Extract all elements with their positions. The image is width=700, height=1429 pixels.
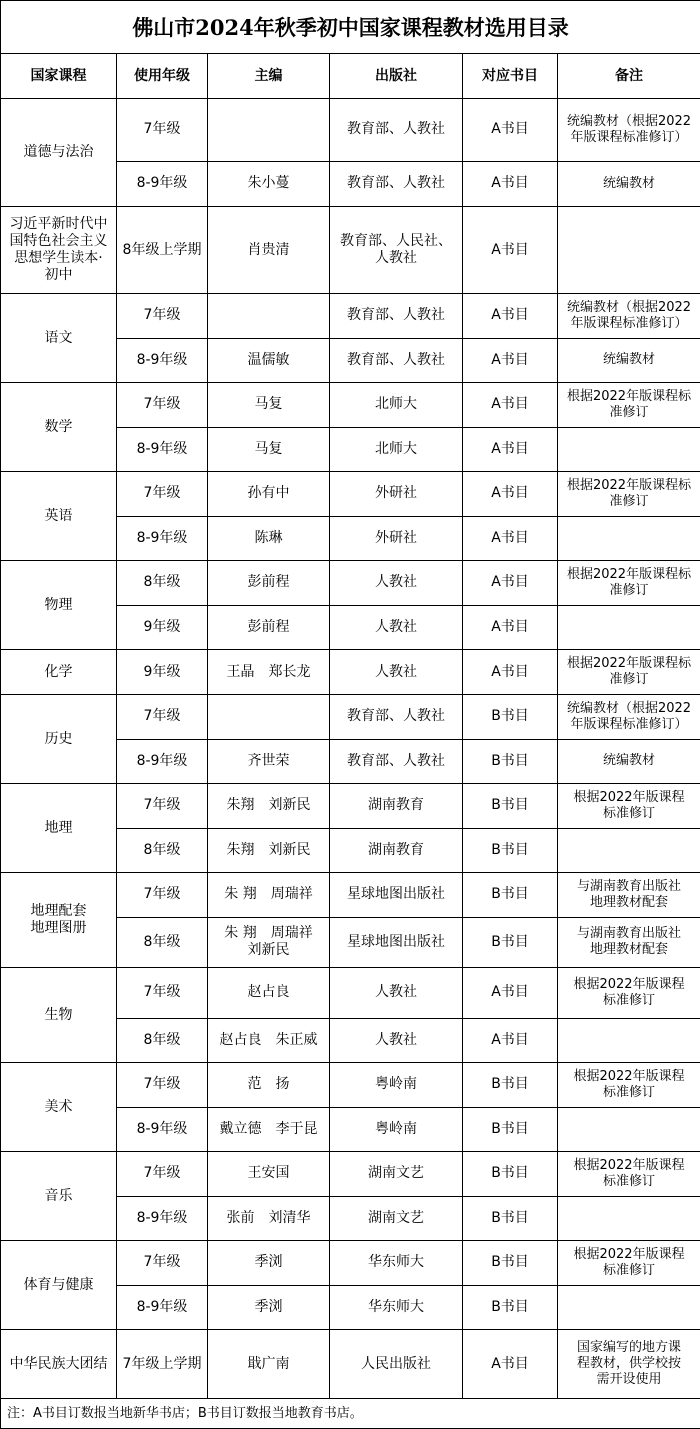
grade-cell: 8年级上学期 — [117, 207, 208, 294]
editor-cell: 赵占良 — [208, 968, 330, 1019]
editor-cell: 范 扬 — [208, 1063, 330, 1108]
catalog-cell: A书目 — [463, 1330, 558, 1399]
grade-cell: 8-9年级 — [117, 1107, 208, 1152]
course-cell: 数学 — [1, 383, 117, 472]
editor-cell: 陈琳 — [208, 516, 330, 561]
grade-cell: 8-9年级 — [117, 338, 208, 383]
publisher-cell: 粤岭南 — [330, 1107, 463, 1152]
course-cell: 美术 — [1, 1063, 117, 1152]
grade-cell: 7年级上学期 — [117, 1330, 208, 1399]
publisher-cell: 人教社 — [330, 561, 463, 606]
catalog-cell: A书目 — [463, 1018, 558, 1062]
editor-cell: 朱翔 刘新民 — [208, 828, 330, 873]
catalog-cell: A书目 — [463, 338, 558, 383]
course-cell: 地理配套 地理图册 — [1, 873, 117, 968]
table-row — [1, 472, 700, 517]
publisher-cell: 人教社 — [330, 968, 463, 1019]
grade-cell: 7年级 — [117, 383, 208, 428]
catalog-cell: A书目 — [463, 99, 558, 162]
catalog-cell: B书目 — [463, 784, 558, 829]
remark-cell: 根据2022年版课程 标准修订 — [558, 1241, 700, 1286]
grade-cell: 7年级 — [117, 1152, 208, 1197]
publisher-cell: 外研社 — [330, 516, 463, 561]
catalog-cell: A书目 — [463, 207, 558, 294]
remark-cell: 根据2022年版课程标 准修订 — [558, 383, 700, 428]
editor-cell: 戢广南 — [208, 1330, 330, 1399]
page-title: 佛山市2024年秋季初中国家课程教材选用目录 — [1, 1, 700, 54]
remark-cell — [558, 1107, 700, 1152]
table-row — [1, 784, 700, 829]
catalog-cell: A书目 — [463, 561, 558, 606]
publisher-cell: 人教社 — [330, 605, 463, 650]
catalog-cell: B书目 — [463, 873, 558, 917]
grade-cell: 7年级 — [117, 784, 208, 829]
catalog-cell: B书目 — [463, 739, 558, 784]
table-row — [1, 968, 700, 1019]
publisher-cell: 湖南教育 — [330, 828, 463, 873]
grade-cell: 8-9年级 — [117, 427, 208, 472]
catalog-cell: B书目 — [463, 1241, 558, 1286]
catalog-cell: B书目 — [463, 1285, 558, 1330]
grade-cell: 8年级 — [117, 828, 208, 873]
catalog-cell: B书目 — [463, 1063, 558, 1108]
grade-cell: 8-9年级 — [117, 739, 208, 784]
catalog-cell: A书目 — [463, 472, 558, 517]
remark-cell — [558, 1285, 700, 1330]
editor-cell: 季浏 — [208, 1285, 330, 1330]
grade-cell: 8-9年级 — [117, 1285, 208, 1330]
catalog-cell: A书目 — [463, 161, 558, 206]
catalog-cell: B书目 — [463, 695, 558, 740]
course-cell: 英语 — [1, 472, 117, 561]
footnote: 注：A书目订数报当地新华书店；B书目订数报当地教育书店。 — [1, 1399, 700, 1429]
header-catalog: 对应书目 — [463, 54, 558, 99]
table-row — [1, 1241, 700, 1286]
editor-cell — [208, 99, 330, 162]
grade-cell: 8-9年级 — [117, 161, 208, 206]
grade-cell: 8-9年级 — [117, 516, 208, 561]
editor-cell: 赵占良 朱正威 — [208, 1018, 330, 1062]
publisher-cell: 粤岭南 — [330, 1063, 463, 1108]
publisher-cell: 人教社 — [330, 1018, 463, 1062]
remark-cell: 根据2022年版课程标 准修订 — [558, 561, 700, 606]
remark-cell: 统编教材 — [558, 338, 700, 383]
editor-cell: 齐世荣 — [208, 739, 330, 784]
catalog-cell: A书目 — [463, 650, 558, 695]
publisher-cell: 教育部、人教社 — [330, 695, 463, 740]
header-publisher: 出版社 — [330, 54, 463, 99]
publisher-cell: 教育部、人教社 — [330, 161, 463, 206]
table-row — [1, 207, 700, 294]
course-cell: 习近平新时代中 国特色社会主义 思想学生读本· 初中 — [1, 207, 117, 294]
grade-cell: 8年级 — [117, 1018, 208, 1062]
remark-cell — [558, 1196, 700, 1241]
editor-cell: 王安国 — [208, 1152, 330, 1197]
editor-cell: 戴立德 李于昆 — [208, 1107, 330, 1152]
remark-cell — [558, 207, 700, 294]
catalog-cell: A书目 — [463, 516, 558, 561]
grade-cell: 8年级 — [117, 917, 208, 968]
table-row — [1, 695, 700, 740]
table-row — [1, 99, 700, 162]
editor-cell: 马复 — [208, 383, 330, 428]
grade-cell: 7年级 — [117, 1063, 208, 1108]
remark-cell: 根据2022年版课程 标准修订 — [558, 1063, 700, 1108]
catalog-cell: B书目 — [463, 1152, 558, 1197]
publisher-cell: 湖南文艺 — [330, 1196, 463, 1241]
publisher-cell: 人民出版社 — [330, 1330, 463, 1399]
grade-cell: 7年级 — [117, 695, 208, 740]
editor-cell: 朱小蔓 — [208, 161, 330, 206]
editor-cell: 季浏 — [208, 1241, 330, 1286]
catalog-cell: A书目 — [463, 383, 558, 428]
remark-cell: 统编教材（根据2022 年版课程标准修订） — [558, 294, 700, 339]
catalog-cell: B书目 — [463, 1196, 558, 1241]
course-cell: 音乐 — [1, 1152, 117, 1241]
editor-cell: 彭前程 — [208, 561, 330, 606]
remark-cell: 统编教材 — [558, 739, 700, 784]
catalog-cell: A书目 — [463, 605, 558, 650]
course-cell: 历史 — [1, 695, 117, 784]
table-row — [1, 294, 700, 339]
table-row — [1, 1330, 700, 1399]
publisher-cell: 人教社 — [330, 650, 463, 695]
table-row — [1, 650, 700, 695]
header-remark: 备注 — [558, 54, 700, 99]
course-cell: 中华民族大团结 — [1, 1330, 117, 1399]
editor-cell: 王晶 郑长龙 — [208, 650, 330, 695]
publisher-cell: 北师大 — [330, 427, 463, 472]
editor-cell: 马复 — [208, 427, 330, 472]
publisher-cell: 星球地图出版社 — [330, 917, 463, 968]
editor-cell: 孙有中 — [208, 472, 330, 517]
publisher-cell: 外研社 — [330, 472, 463, 517]
course-cell: 体育与健康 — [1, 1241, 117, 1330]
header-editor: 主编 — [208, 54, 330, 99]
publisher-cell: 华东师大 — [330, 1285, 463, 1330]
grade-cell: 7年级 — [117, 294, 208, 339]
grade-cell: 7年级 — [117, 968, 208, 1019]
course-cell: 生物 — [1, 968, 117, 1063]
editor-cell: 肖贵清 — [208, 207, 330, 294]
course-cell: 化学 — [1, 650, 117, 695]
grade-cell: 7年级 — [117, 1241, 208, 1286]
course-cell: 地理 — [1, 784, 117, 873]
table-row — [1, 561, 700, 606]
remark-cell — [558, 1018, 700, 1062]
editor-cell: 朱翔 刘新民 — [208, 784, 330, 829]
editor-cell: 温儒敏 — [208, 338, 330, 383]
remark-cell — [558, 828, 700, 873]
publisher-cell: 北师大 — [330, 383, 463, 428]
header-row — [1, 54, 700, 99]
grade-cell: 7年级 — [117, 99, 208, 162]
table-row — [1, 383, 700, 428]
remark-cell: 根据2022年版课程 标准修订 — [558, 784, 700, 829]
grade-cell: 7年级 — [117, 873, 208, 917]
table-row — [1, 873, 700, 917]
header-course: 国家课程 — [1, 54, 117, 99]
publisher-cell: 星球地图出版社 — [330, 873, 463, 917]
remark-cell: 国家编写的地方课 程教材，供学校按 需开设使用 — [558, 1330, 700, 1399]
catalog-cell: B书目 — [463, 917, 558, 968]
publisher-cell: 教育部、人教社 — [330, 99, 463, 162]
publisher-cell: 湖南教育 — [330, 784, 463, 829]
table-body — [1, 99, 700, 1399]
remark-cell: 根据2022年版课程标 准修订 — [558, 472, 700, 517]
remark-cell: 统编教材（根据2022 年版课程标准修订） — [558, 99, 700, 162]
grade-cell: 9年级 — [117, 605, 208, 650]
editor-cell — [208, 294, 330, 339]
editor-cell: 彭前程 — [208, 605, 330, 650]
remark-cell — [558, 516, 700, 561]
publisher-cell: 教育部、人教社 — [330, 294, 463, 339]
catalog-cell: B书目 — [463, 1107, 558, 1152]
publisher-cell: 教育部、人民社、 人教社 — [330, 207, 463, 294]
publisher-cell: 华东师大 — [330, 1241, 463, 1286]
remark-cell: 根据2022年版课程 标准修订 — [558, 1152, 700, 1197]
course-cell: 道德与法治 — [1, 99, 117, 207]
remark-cell — [558, 427, 700, 472]
remark-cell — [558, 605, 700, 650]
remark-cell: 与湖南教育出版社 地理教材配套 — [558, 917, 700, 968]
editor-cell: 朱 翔 周瑞祥 — [208, 873, 330, 917]
header-grade: 使用年级 — [117, 54, 208, 99]
remark-cell: 统编教材 — [558, 161, 700, 206]
table-row — [1, 1152, 700, 1197]
remark-cell: 根据2022年版课程标 准修订 — [558, 650, 700, 695]
remark-cell: 与湖南教育出版社 地理教材配套 — [558, 873, 700, 917]
grade-cell: 8年级 — [117, 561, 208, 606]
grade-cell: 9年级 — [117, 650, 208, 695]
course-cell: 物理 — [1, 561, 117, 650]
publisher-cell: 教育部、人教社 — [330, 739, 463, 784]
publisher-cell: 教育部、人教社 — [330, 338, 463, 383]
table-row — [1, 1063, 700, 1108]
remark-cell: 根据2022年版课程 标准修订 — [558, 968, 700, 1019]
catalog-cell: A书目 — [463, 968, 558, 1019]
remark-cell: 统编教材（根据2022 年版课程标准修订） — [558, 695, 700, 740]
catalog-cell: B书目 — [463, 828, 558, 873]
grade-cell: 8-9年级 — [117, 1196, 208, 1241]
editor-cell: 朱 翔 周瑞祥 刘新民 — [208, 917, 330, 968]
editor-cell — [208, 695, 330, 740]
grade-cell: 7年级 — [117, 472, 208, 517]
course-cell: 语文 — [1, 294, 117, 383]
publisher-cell: 湖南文艺 — [330, 1152, 463, 1197]
catalog-cell: A书目 — [463, 427, 558, 472]
editor-cell: 张前 刘清华 — [208, 1196, 330, 1241]
catalog-cell: A书目 — [463, 294, 558, 339]
